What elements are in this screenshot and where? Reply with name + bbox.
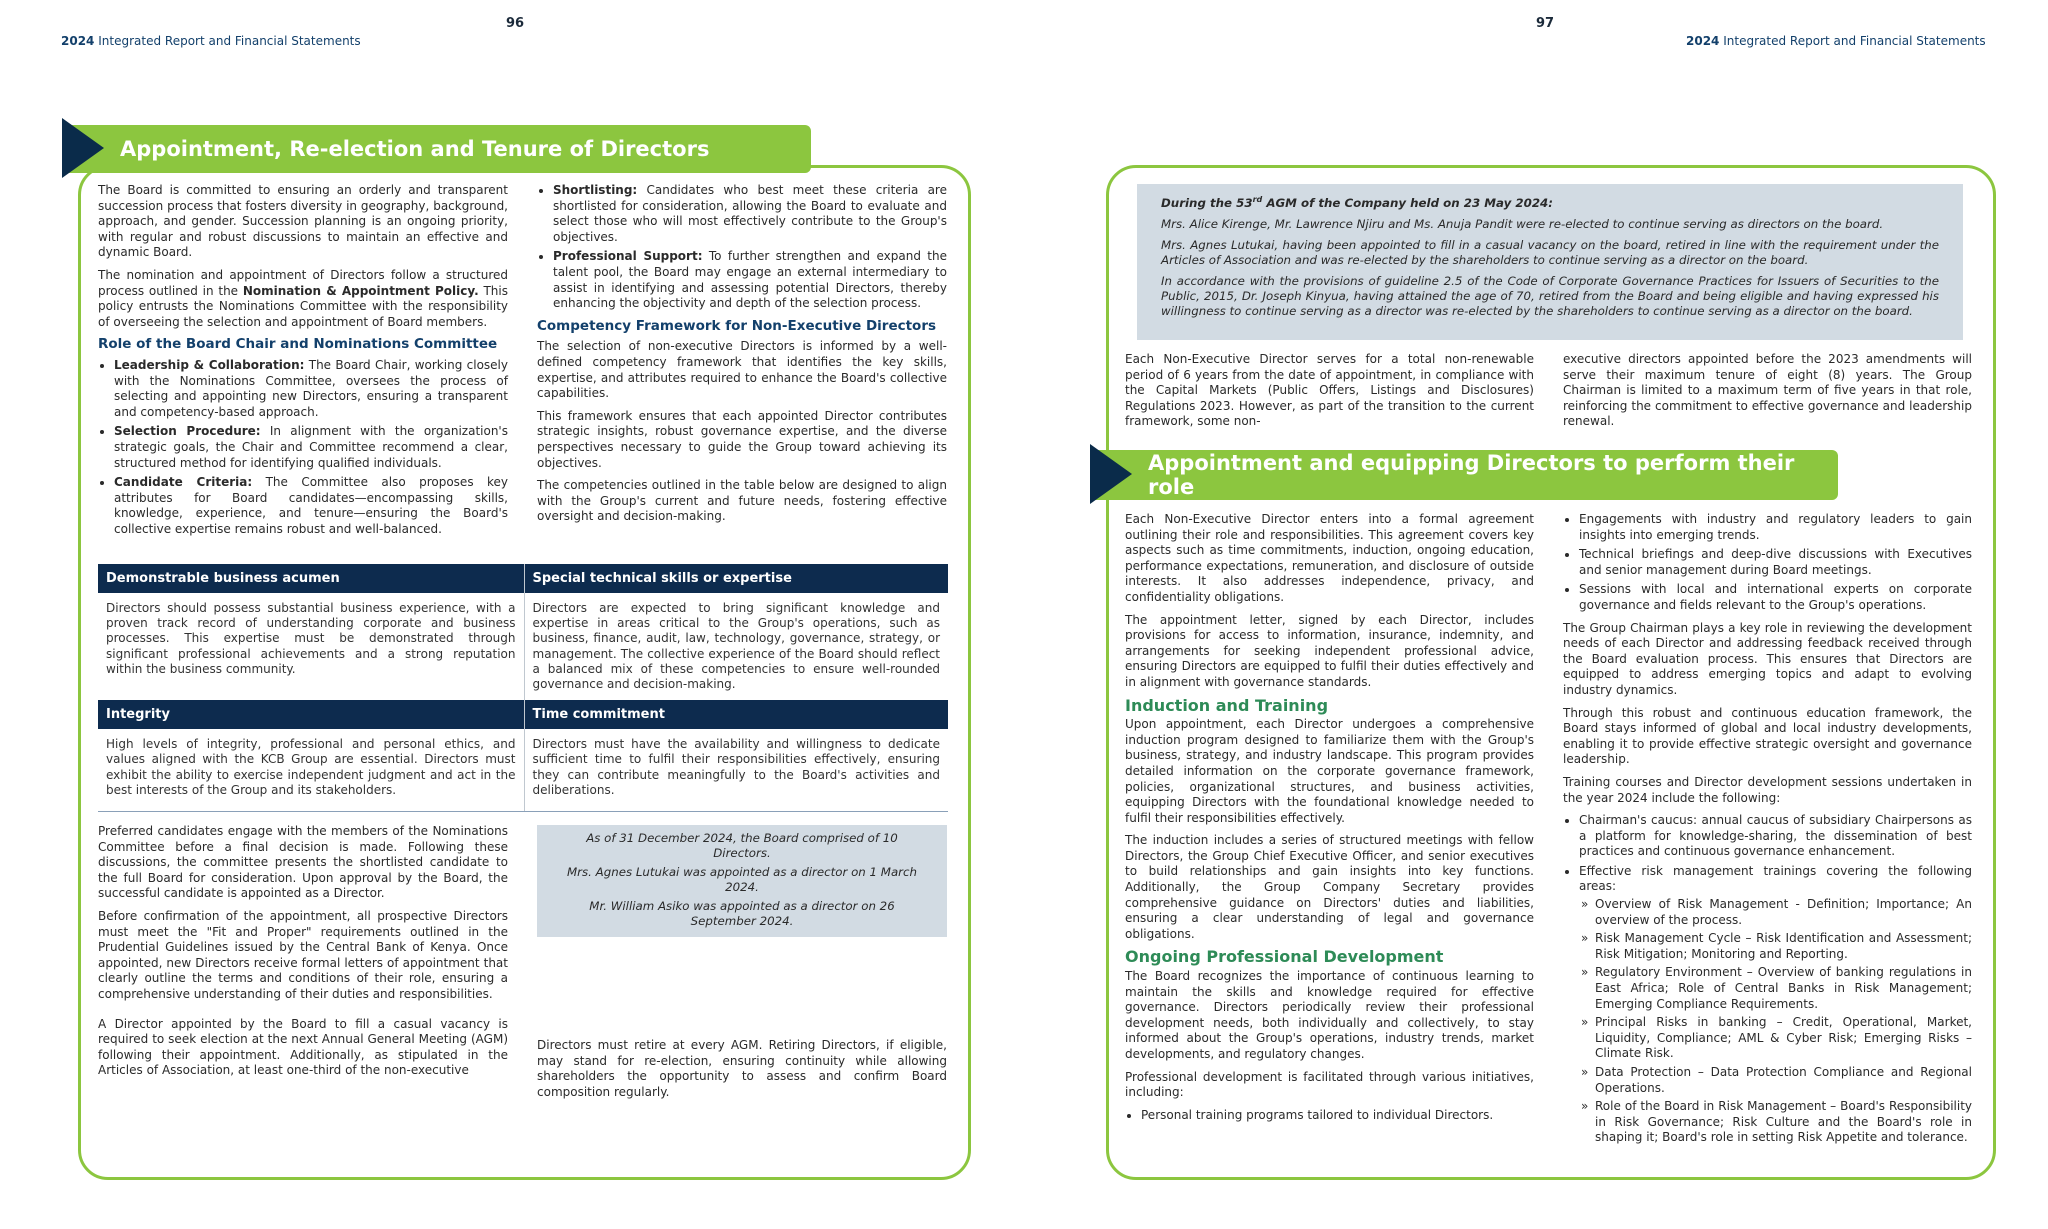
development-paragraph-2: Professional development is facilitated through various initiatives, including: [1125, 1069, 1534, 1100]
nomination-paragraph: The nomination and appointment of Directors follow a structured process outlined in the Nomination & Appointment Policy. This policy entrusts the Nominations Committee with the responsibility of overseeing the selection and appointment of Board members. [98, 267, 508, 329]
chairman-role-paragraph: The Group Chairman plays a key role in reviewing the development needs of each Director and addressing feedback received through the Board evaluation process. This ensures that Directors are equipped to address emerging topics and adapt to evolving industry dynamics. [1563, 620, 1972, 697]
right-page-number: 97 [1536, 16, 1555, 31]
running-head-year: 2024 [61, 34, 95, 48]
table-cell: Directors must have the availability and willingness to dedicate sufficient time to fulfil their responsibilities effectively, ensuring they can contribute meaningfully to the Board's activities and deliberations. [524, 729, 948, 812]
sublist-item: » Principal Risks in banking – Credit, Operational, Market, Liquidity, Compliance; AML & Cyber Risk; Emerging Risks – Climate Risk. [1595, 1015, 1972, 1062]
development-paragraph-1: The Board recognizes the importance of continuous learning to maintain the skills and knowledge required for effective governance. Directors periodically review their professional development needs, both individually and collectively, to stay informed about the Group's operations, industry trends, market developments, and regulatory changes. [1125, 969, 1534, 1061]
agm-reelection-note: Mrs. Alice Kirenge, Mr. Lawrence Njiru and Ms. Anuja Pandit were re-elected to continue serving as directors on the board. [1161, 216, 1884, 231]
list-item: • Candidate Criteria: The Committee also proposes key attributes for Board candidates—encompassing skills, knowledge, experience, and tenure—ensuring the Board's collective expertise remains robust and well-balanced. [114, 475, 508, 537]
development-list [1125, 1108, 1534, 1124]
induction-heading: Induction and Training [1125, 695, 1329, 715]
agm-box [1137, 184, 1963, 340]
induction-paragraph-1: Upon appointment, each Director undergoes a comprehensive induction program designed to familiarize them with the Group's business, strategy, and industry landscape. This program provides detailed information on the corporate governance framework, policies, organizational structures, and business activities, equipping Directors with the foundational knowledge needed to fulfil their responsibilities effectively. [1125, 717, 1534, 825]
left-section-banner [66, 125, 811, 173]
retirement-paragraph: Directors must retire at every AGM. Retiring Directors, if eligible, may stand for re-election, ensuring continuity while allowing shareholders the opportunity to assess and confirm Board composition regularly. [537, 1038, 947, 1099]
left-running-head [61, 34, 361, 48]
list-item: • Technical briefings and deep-dive discussions with Executives and senior management during Board meetings. [1579, 547, 1972, 578]
tenure-right [1563, 352, 1972, 437]
competency-heading: Competency Framework for Non-Executive Directors [537, 317, 937, 334]
right-column-2 [1563, 512, 1972, 1153]
competency-paragraph-3: The competencies outlined in the table below are designed to align with the Group's current and future needs, fostering effective oversight and decision-making. [537, 478, 947, 524]
appointment-note-2: Mr. William Asiko was appointed as a director on 26 September 2024. [589, 899, 895, 928]
right-running-head [1686, 34, 1986, 48]
running-head-title: Integrated Report and Financial Statements [1723, 34, 1986, 48]
left-column-2 [537, 183, 947, 532]
agm-heading: During the 53rd AGM of the Company held on 23 May 2024: [1161, 195, 1553, 210]
training-list [1563, 813, 1972, 1146]
list-item: • Personal training programs tailored to individual Directors. [1141, 1108, 1534, 1124]
education-framework-paragraph: Through this robust and continuous education framework, the Board stays informed of global and local industry developments, enabling it to provide effective strategic oversight and governance leadership. [1563, 705, 1972, 767]
list-item: • Effective risk management trainings covering the following areas: » Overview of Risk Management - Definition; Importance; An overview of the process. » Risk Management Cycle – Risk Identification and Assessment; Risk Mitigation; Monitoring and Reporting. » Regulatory Environment – Overview of banking regulations in East Africa; Role of Central Banks in Risk Management; Emerging Compliance Requirements. » Principal Risks in banking – Credit, Operational, Market, Liquidity, Compliance; AML & Cyber Risk; Emerging Risks – Climate Risk. » Data Protection – Data Protection Compliance and Regional Operations. » Role of the Board in Risk Management – Board's Responsibility in Risk Governance; Risk Culture and the Board's role in shaping it; Board's role in setting Risk Appetite and tolerance. [1579, 864, 1972, 1146]
casual-vacancy-paragraph: A Director appointed by the Board to fill a casual vacancy is required to seek election at the next Annual General Meeting (AGM) following their appointment. Additionally, as stipulated in the Articles of Association, at least one-third of the non-executive [98, 1016, 508, 1078]
table-header: Integrity [98, 700, 524, 729]
appointment-note-1: Mrs. Agnes Lutukai was appointed as a director on 1 March 2024. [566, 865, 917, 894]
sublist-item: » Risk Management Cycle – Risk Identification and Assessment; Risk Mitigation; Monitoring and Reporting. [1595, 931, 1972, 962]
list-item: • Chairman's caucus: annual caucus of subsidiary Chairpersons as a platform for knowledge-sharing, the dissemination of best practices and continuous governance enhancement. [1579, 813, 1972, 860]
agm-guideline-note: In accordance with the provisions of guideline 2.5 of the Code of Corporate Governance Practices for Issuers of Securities to the Public, 2015, Dr. Joseph Kinyua, having attained the age of 70, retired from the Board and being eligible and having expressed his willingness to continue serving as a director was re-elected by the shareholders to continue serving as a director on the board. [1161, 273, 1939, 318]
right-banner-chevron-icon [1090, 444, 1132, 504]
competency-table [98, 564, 948, 812]
role-list [98, 358, 508, 538]
appointment-letter-paragraph: The appointment letter, signed by each Director, includes provisions for access to information, insurance, indemnity, and arrangements for seeking independent professional advice, ensuring Directors are equipped to fulfil their duties effectively and in alignment with governance standards. [1125, 612, 1534, 689]
list-item: • Selection Procedure: In alignment with the organization's strategic goals, the Chair and Committee recommend a clear, structured method for identifying qualified individuals. [114, 424, 508, 471]
initiatives-list [1563, 512, 1972, 614]
policy-name: Nomination & Appointment Policy. [242, 283, 479, 298]
agreement-paragraph: Each Non-Executive Director enters into a formal agreement outlining their role and responsibilities. This agreement covers key aspects such as time commitments, induction, ongoing education, performance expectations, remuneration, and disclosure of outside interests. It also addresses independence, privacy, and confidentiality obligations. [1125, 512, 1534, 604]
tenure-left [1125, 352, 1534, 437]
tenure-paragraph-left: Each Non-Executive Director serves for a total non-renewable period of 6 years from the date of appointment, in compliance with the Capital Markets (Public Offers, Listings and Disclosures) Regulations 2023. However, as part of the transition to the current framework, some non- [1125, 352, 1534, 429]
list-item: • Engagements with industry and regulatory leaders to gain insights into emerging trends. [1579, 512, 1972, 543]
table-header: Time commitment [524, 700, 948, 729]
sublist-item: » Role of the Board in Risk Management – Board's Responsibility in Risk Governance; Risk Culture and the Board's role in shaping it; Board's role in setting Risk Appetite and tolerance. [1595, 1099, 1972, 1146]
right-section-banner [1094, 450, 1838, 500]
table-cell: Directors are expected to bring significant knowledge and expertise in areas critical to the Group's operations, such as business, finance, audit, law, technology, governance, strategy, or management. The collective experience of the Board should reflect a balanced mix of these competencies to ensure well-rounded governance and decision-making. [532, 601, 940, 692]
selection-list [537, 183, 947, 312]
sublist-item: » Data Protection – Data Protection Compliance and Regional Operations. [1595, 1065, 1972, 1096]
list-item: • Sessions with local and international experts on corporate governance and fields relevant to the Group's operations. [1579, 582, 1972, 613]
left-page-number: 96 [506, 16, 525, 31]
list-item: • Leadership & Collaboration: The Board Chair, working closely with the Nominations Committee, oversees the process of selecting and appointing new Directors, ensuring a transparent and competency-based approach. [114, 358, 508, 420]
agm-casual-vacancy-note: Mrs. Agnes Lutukai, having been appointed to fill in a casual vacancy on the board, retired in line with the requirement under the Articles of Association and was re-elected by the shareholders to continue serving as a director on the board. [1161, 237, 1939, 267]
list-item: • Shortlisting: Candidates who best meet these criteria are shortlisted for consideration, allowing the Board to evaluate and select those who will most effectively contribute to the Group's objectives. [553, 183, 947, 245]
sublist-item: » Overview of Risk Management - Definition; Importance; An overview of the process. [1595, 897, 1972, 928]
competency-paragraph-1: The selection of non-executive Directors is informed by a well-defined competency framework that identifies the key skills, expertise, and attributes required to enhance the Board's collective capabilities. [537, 339, 947, 401]
left-banner-title: Appointment, Re-election and Tenure of Directors [120, 137, 710, 161]
list-item: • Professional Support: To further strengthen and expand the talent pool, the Board may engage an external intermediary to assist in identifying and assessing potential Directors, thereby enhancing the objectivity and depth of the selection process. [553, 249, 947, 311]
risk-training-sublist [1579, 897, 1972, 1146]
fit-proper-paragraph: Before confirmation of the appointment, all prospective Directors must meet the "Fit and Proper" requirements outlined in the Prudential Guidelines issued by the Central Bank of Kenya. Once appointed, new Directors receive formal letters of appointment that clearly outline the terms and conditions of their role, ensuring a comprehensive understanding of their duties and responsibilities. [98, 908, 508, 1001]
lower-left-column-2 [537, 1038, 947, 1107]
intro-paragraph: The Board is committed to ensuring an orderly and transparent succession process that fosters diversity in geography, background, approach, and gender. Succession planning is an ongoing priority, with regular and robust discussions to maintain an effective and dynamic Board. [98, 183, 508, 260]
role-heading: Role of the Board Chair and Nominations Committee [98, 336, 498, 353]
lower-left-column-1 [98, 824, 508, 1086]
left-banner-chevron-icon [62, 118, 104, 178]
candidates-paragraph: Preferred candidates engage with the members of the Nominations Committee before a final decision is made. Following these discussions, the committee presents the shortlisted candidate to the full Board for consideration. Upon approval by the Board, the successful candidate is appointed as a Director. [98, 824, 508, 901]
table-header: Special technical skills or expertise [524, 564, 948, 593]
right-banner-title: Appointment and equipping Directors to perform their role [1148, 451, 1795, 499]
running-head-title: Integrated Report and Financial Statements [98, 34, 361, 48]
development-heading: Ongoing Professional Development [1125, 947, 1444, 967]
left-column-1 [98, 183, 508, 544]
right-column-1 [1125, 512, 1534, 1130]
table-cell: Directors should possess substantial business experience, with a proven track record of understanding corporate and business processes. This expertise must be demonstrated through significant professional achievements and a strong reputation within the business community. [98, 593, 524, 700]
board-composition-box [537, 825, 947, 937]
board-size-note: As of 31 December 2024, the Board comprised of 10 Directors. [586, 831, 898, 860]
table-header: Demonstrable business acumen [98, 564, 524, 593]
induction-paragraph-2: The induction includes a series of structured meetings with fellow Directors, the Group Chief Executive Officer, and senior executives to build relationships and gain insights into key functions. Additionally, the Group Company Secretary provides comprehensive guidance on Directors' duties and liabilities, ensuring a clear understanding of legal and governance obligations. [1125, 833, 1534, 941]
tenure-paragraph-right: executive directors appointed before the 2023 amendments will serve their maximum tenure of eight (8) years. The Group Chairman is limited to a maximum term of five years in that role, reinforcing the commitment to effective governance and leadership renewal. [1563, 352, 1972, 429]
training-intro-paragraph: Training courses and Director development sessions undertaken in the year 2024 include the following: [1563, 774, 1972, 805]
running-head-year: 2024 [1686, 34, 1720, 48]
table-cell: High levels of integrity, professional and personal ethics, and values aligned with the KCB Group are essential. Directors must exhibit the ability to exercise independent judgment and act in the best interests of the Group and its stakeholders. [98, 729, 524, 812]
competency-paragraph-2: This framework ensures that each appointed Director contributes strategic insights, robust governance expertise, and the diverse perspectives necessary to guide the Group toward achieving its objectives. [537, 408, 947, 470]
sublist-item: » Regulatory Environment – Overview of banking regulations in East Africa; Role of Central Banks in Risk Management; Emerging Compliance Requirements. [1595, 965, 1972, 1012]
